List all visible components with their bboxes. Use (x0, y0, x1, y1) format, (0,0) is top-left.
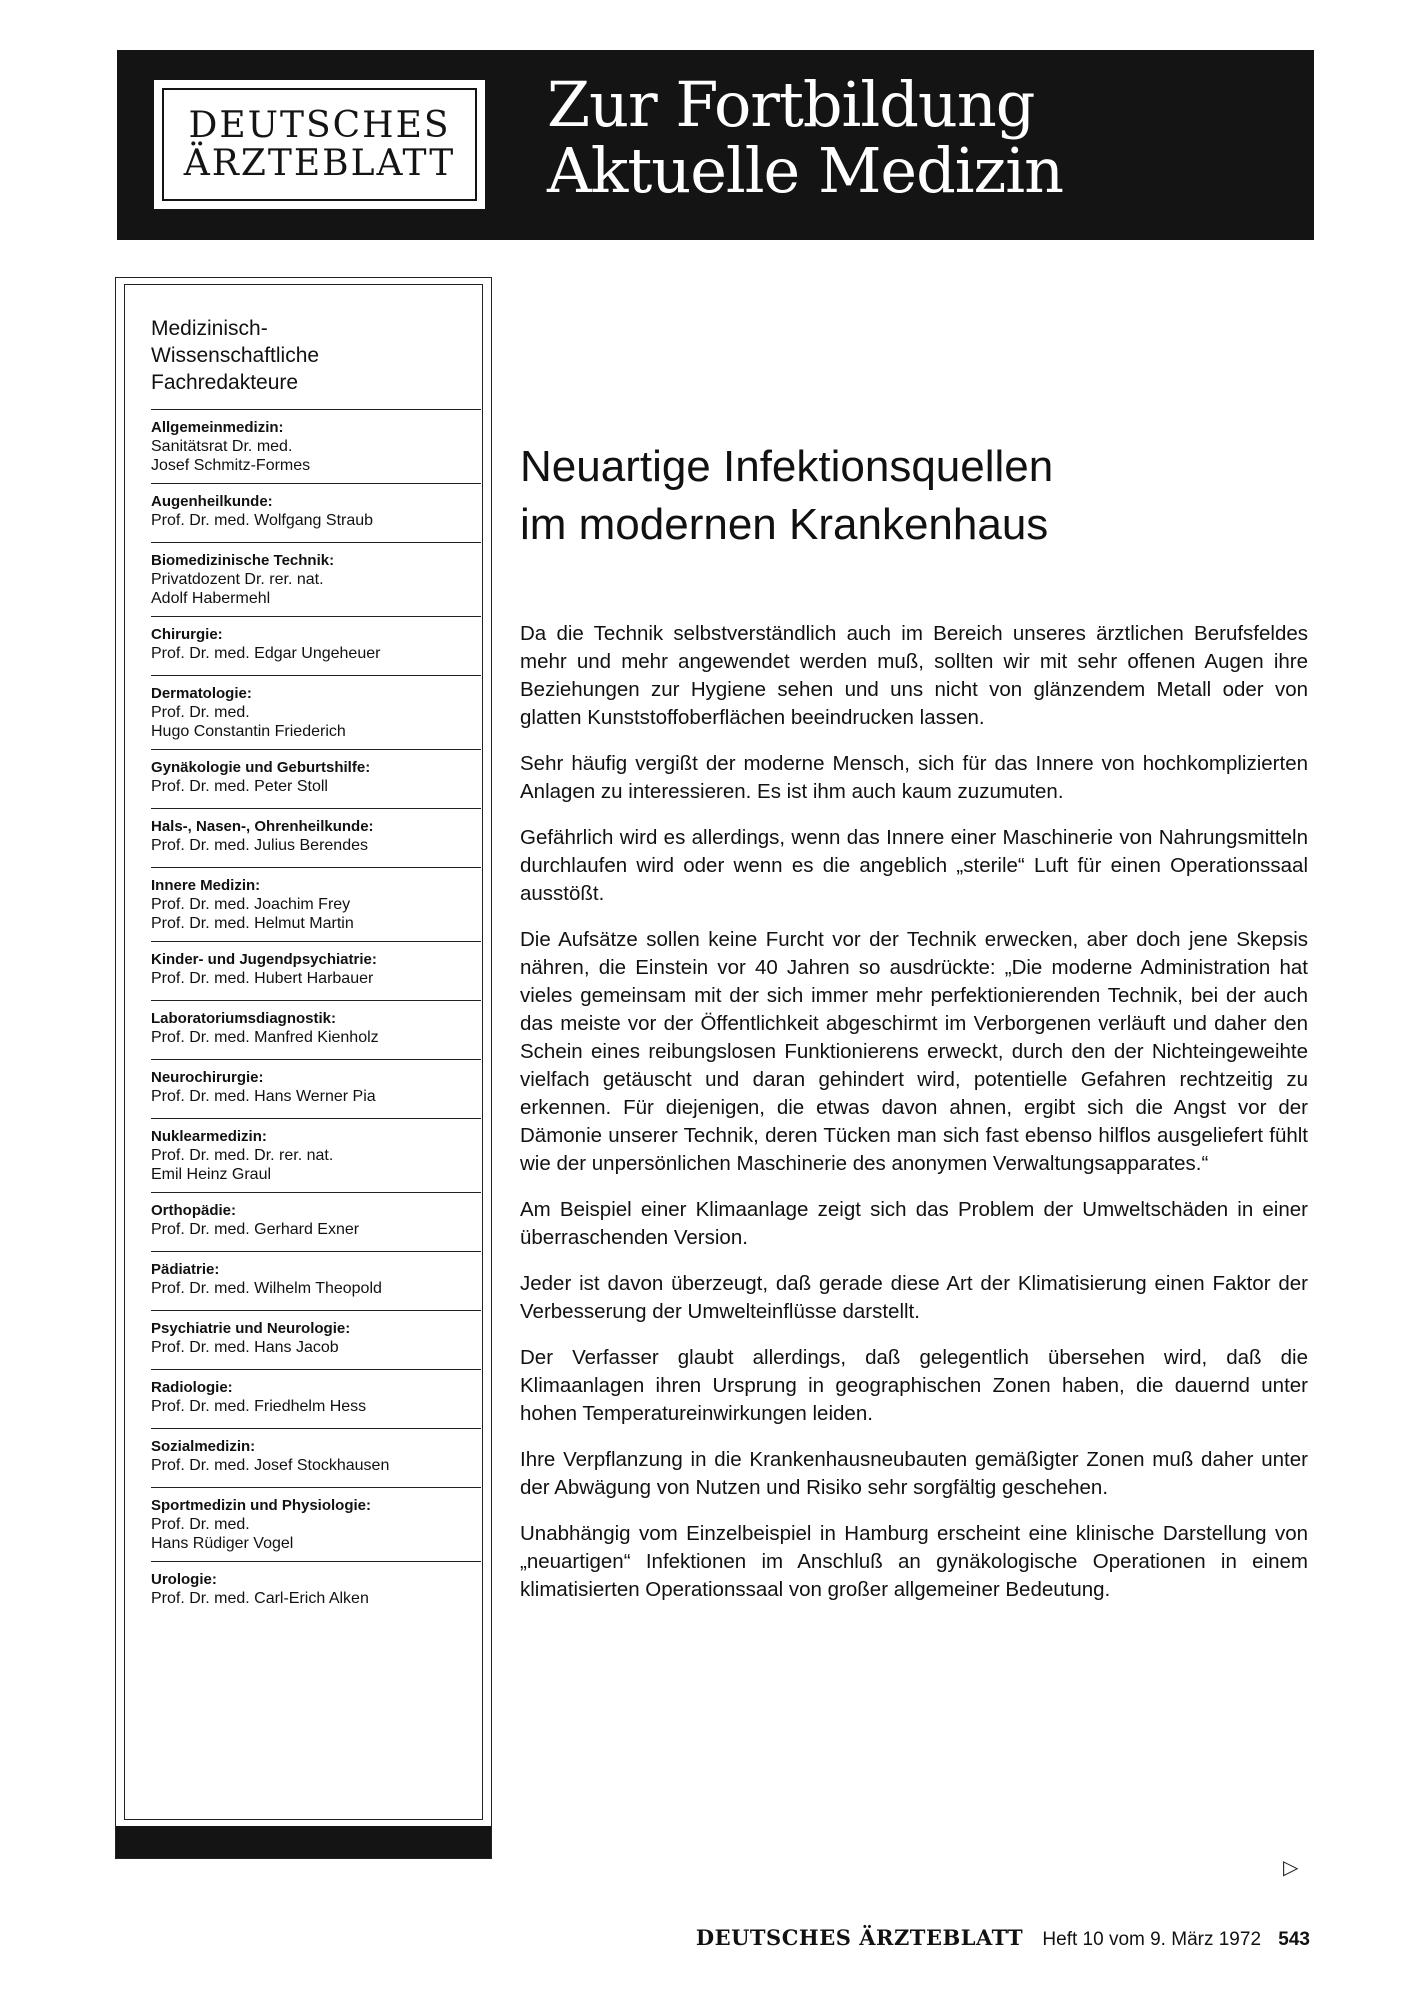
editor-entry (151, 808, 481, 867)
article-title-line-2: im modernen Krankenhaus (520, 500, 1049, 549)
editor-department: Orthopädie: (151, 1202, 236, 1219)
journal-logo (154, 80, 485, 209)
article-paragraph: Am Beispiel einer Klimaanlage zeigt sich das Problem der Umweltschäden in einer überraschenden Version. (520, 1198, 1308, 1249)
editor-entry (151, 1000, 481, 1059)
editor-department: Allgemeinmedizin: (151, 419, 284, 436)
editors-heading-line-3: Fachredakteure (151, 371, 299, 394)
editor-name: Prof. Dr. med. (151, 1516, 250, 1533)
editor-name: Hans Rüdiger Vogel (151, 1535, 294, 1552)
logo-line-1: DEUTSCHES (188, 104, 451, 146)
editor-name: Prof. Dr. med. Friedhelm Hess (151, 1398, 367, 1415)
editor-department: Kinder- und Jugendpsychiatrie: (151, 951, 377, 968)
section-title-line-1: Zur Fortbildung (547, 68, 1035, 141)
editor-name: Prof. Dr. med. Helmut Martin (151, 915, 354, 932)
editor-name: Prof. Dr. med. Gerhard Exner (151, 1221, 360, 1238)
editor-name: Emil Heinz Graul (151, 1166, 272, 1183)
continue-arrow-icon: ▷ (1283, 1857, 1299, 1879)
article-paragraph: Unabhängig vom Einzelbeispiel in Hamburg erscheint eine klinische Darstellung von „neuartigen“ Infektionen im Anschluß an gynäkologische Operationen in einem klimatisierten Operationssaal von großer allgemeiner Bedeutung. (520, 1522, 1308, 1601)
editor-name: Prof. Dr. med. Edgar Ungeheuer (151, 645, 381, 662)
editor-department: Dermatologie: (151, 685, 252, 702)
editors-sidebar-frame (124, 284, 483, 1820)
editor-name: Prof. Dr. med. Julius Berendes (151, 837, 368, 854)
editor-name: Prof. Dr. med. Manfred Kienholz (151, 1029, 379, 1046)
editor-entry (151, 1192, 481, 1251)
editors-heading (151, 315, 451, 396)
editor-department: Gynäkologie und Geburtshilfe: (151, 759, 371, 776)
article-title (520, 438, 1240, 554)
article-paragraph: Gefährlich wird es allerdings, wenn das Innere einer Maschinerie von Nahrungsmitteln durchlaufen wird oder wenn es die angeblich „sterile“ Luft für einen Operationssaal ausstößt. (520, 826, 1308, 905)
editor-entry (151, 409, 481, 483)
footer-publication: DEUTSCHES ÄRZTEBLATT (695, 1925, 1024, 1950)
editors-sidebar (115, 277, 492, 1859)
editor-name: Prof. Dr. med. Wilhelm Theopold (151, 1280, 382, 1297)
article-paragraph: Sehr häufig vergißt der moderne Mensch, sich für das Innere von hochkomplizierten Anlagen zu interessieren. Es ist ihm auch kaum zuzumuten. (520, 752, 1308, 803)
editors-heading-line-2: Wissenschaftliche (151, 344, 320, 367)
editor-name: Prof. Dr. med. Wolfgang Straub (151, 512, 374, 529)
editor-department: Radiologie: (151, 1379, 233, 1396)
editor-entry (151, 483, 481, 542)
article-paragraph: Ihre Verpflanzung in die Krankenhausneubauten gemäßigter Zonen muß daher unter der Abwägung von Nutzen und Risiko sehr sorgfältig geschehen. (520, 1448, 1308, 1499)
editor-entry (151, 542, 481, 616)
footer-issue: Heft 10 vom 9. März 1972 (1042, 1929, 1262, 1950)
editor-department: Innere Medizin: (151, 877, 261, 894)
editor-department: Pädiatrie: (151, 1261, 220, 1278)
article-body (520, 620, 1308, 1622)
editor-entry (151, 1428, 481, 1487)
editor-entry (151, 616, 481, 675)
editor-name: Prof. Dr. med. Hans Werner Pia (151, 1088, 376, 1105)
article-paragraph: Da die Technik selbstverständlich auch im Bereich unseres ärztlichen Berufsfeldes mehr und mehr angewendet werden muß, sollten wir mit sehr offenen Augen ihre Beziehungen zur Hygiene sehen und uns nicht von glänzendem Metall oder von glatten Kunststoffoberflächen beeindrucken lassen. (520, 622, 1308, 729)
section-title (547, 68, 1287, 207)
editor-name: Privatdozent Dr. rer. nat. (151, 571, 324, 588)
editor-name: Prof. Dr. med. Dr. rer. nat. (151, 1147, 334, 1164)
editor-name: Prof. Dr. med. Josef Stockhausen (151, 1457, 390, 1474)
editor-name: Sanitätsrat Dr. med. (151, 438, 293, 455)
editor-name: Prof. Dr. med. Peter Stoll (151, 778, 328, 795)
editor-department: Psychiatrie und Neurologie: (151, 1320, 351, 1337)
editor-entry (151, 941, 481, 1000)
article-paragraph: Die Aufsätze sollen keine Furcht vor der Technik erwecken, aber doch jene Skepsis nähren, die Einstein vor 40 Jahren so ausdrückte: „Die moderne Administration hat vieles gemeinsam mit der sich immer mehr perfektionierenden Technik, bei der auch das meiste vor der Öffentlichkeit abgeschirmt im Verborgenen verläuft und daher den Schein eines reibungslosen Funktionierens erweckt, durch den der Nichteingeweihte vielfach getäuscht und daran gehindert wird, potentielle Gefahren rechtzeitig zu erkennen. Für diejenigen, die etwas davon ahnen, ergibt sich die Angst vor der Dämonie unserer Technik, deren Tücken man sich fast ebenso hilflos ausgeliefert fühlt wie der unpersönlichen Maschinerie des anonymen Verwaltungsapparates.“ (520, 928, 1308, 1175)
editor-name: Adolf Habermehl (151, 590, 271, 607)
editor-entry (151, 1059, 481, 1118)
editor-entry (151, 675, 481, 749)
article-paragraph: Der Verfasser glaubt allerdings, daß gelegentlich übersehen wird, daß die Klimaanlagen ihren Ursprung in geographischen Zonen haben, die dauernd unter hohen Temperatureinwirkungen leiden. (520, 1346, 1308, 1425)
editor-name: Hugo Constantin Friederich (151, 723, 346, 740)
editor-entry (151, 749, 481, 808)
editor-department: Sozialmedizin: (151, 1438, 256, 1455)
editor-department: Nuklearmedizin: (151, 1128, 267, 1145)
editors-heading-line-1: Medizinisch- (151, 317, 268, 340)
editor-department: Chirurgie: (151, 626, 223, 643)
editors-list (151, 409, 481, 1620)
editor-name: Prof. Dr. med. Hans Jacob (151, 1339, 339, 1356)
editor-department: Biomedizinische Technik: (151, 552, 335, 569)
article-title-line-1: Neuartige Infektionsquellen (520, 442, 1054, 491)
editor-entry (151, 1251, 481, 1310)
sidebar-footer-bar (116, 1826, 491, 1858)
editor-entry (151, 1487, 481, 1561)
editor-name: Prof. Dr. med. Hubert Harbauer (151, 970, 374, 987)
editor-entry (151, 1310, 481, 1369)
editor-entry (151, 1561, 481, 1620)
editor-name: Prof. Dr. med. Joachim Frey (151, 896, 351, 913)
editor-department: Urologie: (151, 1571, 217, 1588)
editor-department: Hals-, Nasen-, Ohrenheilkunde: (151, 818, 374, 835)
header-banner (117, 50, 1314, 240)
editor-department: Neurochirurgie: (151, 1069, 264, 1086)
editor-name: Josef Schmitz-Formes (151, 457, 311, 474)
editor-entry (151, 1118, 481, 1192)
editor-name: Prof. Dr. med. (151, 704, 250, 721)
editor-department: Augenheilkunde: (151, 493, 273, 510)
editor-department: Sportmedizin und Physiologie: (151, 1497, 372, 1514)
editor-entry (151, 867, 481, 941)
logo-line-2: ÄRZTEBLATT (183, 142, 456, 184)
page-footer (590, 1925, 1310, 1951)
editor-name: Prof. Dr. med. Carl-Erich Alken (151, 1590, 369, 1607)
page-number: 543 (1278, 1929, 1310, 1950)
editor-entry (151, 1369, 481, 1428)
section-title-line-2: Aktuelle Medizin (547, 134, 1064, 207)
editor-department: Laboratoriumsdiagnostik: (151, 1010, 337, 1027)
article-paragraph: Jeder ist davon überzeugt, daß gerade diese Art der Klimatisierung einen Faktor der Verbesserung der Umwelteinflüsse darstellt. (520, 1272, 1308, 1323)
